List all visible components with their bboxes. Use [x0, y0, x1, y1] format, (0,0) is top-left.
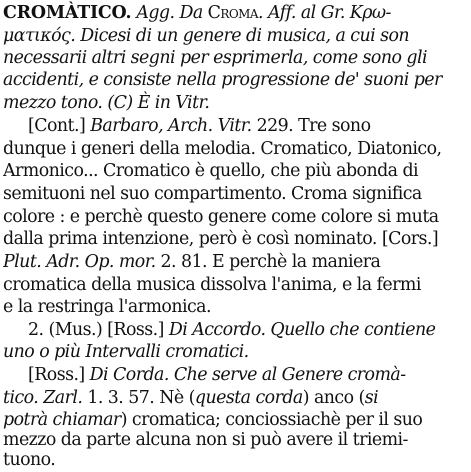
citation-text: 1. 3. 57. Nè (: [87, 388, 195, 408]
entry-line-14: e la restringa l'armonica.: [3, 297, 211, 317]
entry-line-4: accidenti, e consiste nella progressione de' suoni per: [3, 70, 442, 90]
citation-gloss: potrà chiamar: [3, 410, 121, 430]
entry-line-10: colore : e perchè questo genere come colore si muta: [3, 207, 439, 227]
entry-line-8: Armonico... Cromatico è quello, che più abonda di: [3, 161, 419, 181]
citation-gloss: si: [364, 388, 379, 408]
entry-line-1: [3, 1, 467, 25]
entry-line-9: semituoni nel suo compartimento. Croma significa: [3, 184, 422, 204]
sense-definition-end: tico.: [3, 388, 39, 408]
citation-source: Zarl.: [43, 388, 83, 408]
citation-text: ) anco (: [302, 388, 365, 408]
sense-number: 2. (Mus.) [Ross.]: [28, 320, 164, 340]
sense-definition: Di Accordo. Quello che contiene: [168, 320, 436, 340]
citation-tag: [Ross.]: [28, 365, 85, 385]
entry-line-20: mezzo da parte alcuna non si può avere il triemi-: [3, 430, 408, 450]
entry-line-15: [28, 318, 467, 342]
citation-text: 2. 81. E perchè la maniera: [160, 252, 381, 272]
citation-text: ) cromatica; conciossiachè per il suo: [120, 410, 423, 430]
entry-line-5: mezzo tono. (C) È in Vitr.: [3, 93, 210, 113]
entry-line-13: cromatica della musica dissolva l'anima, e la fermi: [3, 275, 421, 295]
citation-source: Barbaro, Arch. Vitr.: [90, 116, 252, 136]
entry-line-17: [28, 363, 467, 387]
citation-gloss: questa corda: [194, 388, 303, 408]
entry-line-2: ματικός. Dicesi di un genere di musica, a cui son: [3, 26, 410, 46]
sense-definition: Di Corda. Che serve al Genere cromà-: [89, 365, 406, 385]
entry-headword: CROMÀTICO.: [3, 3, 132, 23]
citation-source: Plut. Adr. Op. mor.: [3, 252, 156, 272]
citation-text: 229. Tre sono: [256, 116, 371, 136]
entry-line-11: dalla prima intenzione, però è così nominato. [Cors.]: [3, 229, 439, 249]
entry-line-16: uno o più Intervalli cromatici.: [3, 342, 249, 362]
entry-line-6: [28, 114, 467, 138]
entry-etymology: . Aff. al Gr. Κρω-: [258, 3, 391, 23]
entry-line-21: tuono.: [3, 450, 56, 470]
entry-line-7: dunque i generi della melodia. Cromatico, Diatonico,: [3, 139, 442, 159]
entry-grammar: Agg. Da: [136, 3, 203, 23]
entry-line-3: necessarii altri segni per esprimerla, come sono gli: [3, 48, 428, 68]
entry-line-18: [3, 386, 467, 410]
entry-line-12: [3, 250, 467, 274]
entry-reference-word: Croma: [207, 3, 259, 23]
citation-tag: [Cont.]: [28, 116, 86, 136]
